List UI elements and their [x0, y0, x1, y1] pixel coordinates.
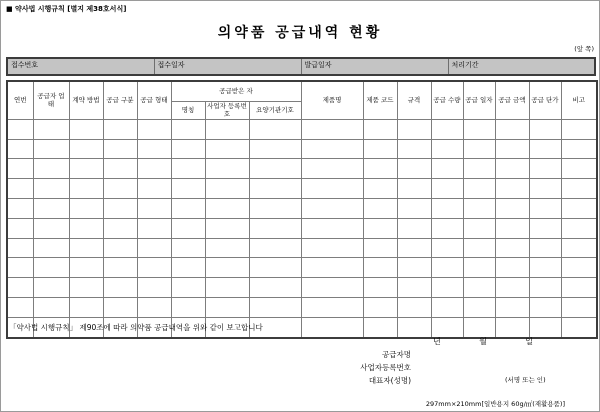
empty-cell	[205, 238, 249, 258]
col-header-product-name: 제품명	[301, 81, 363, 119]
empty-cell	[171, 199, 205, 219]
empty-cell	[301, 298, 363, 318]
empty-cell	[7, 199, 33, 219]
empty-cell	[137, 218, 171, 238]
empty-cell	[561, 298, 597, 318]
empty-cell	[103, 238, 137, 258]
empty-cell	[103, 278, 137, 298]
representative-name-label: 대표자(성명)	[368, 376, 411, 385]
empty-cell	[529, 179, 561, 199]
empty-cell	[397, 238, 431, 258]
empty-row	[7, 258, 597, 278]
empty-cell	[249, 238, 301, 258]
empty-cell	[529, 139, 561, 159]
empty-cell	[463, 159, 495, 179]
empty-cell	[561, 317, 597, 337]
empty-cell	[69, 159, 103, 179]
empty-cell	[205, 218, 249, 238]
page-side-marker: (앞 쪽)	[574, 45, 594, 53]
empty-cell	[363, 317, 397, 337]
empty-cell	[463, 119, 495, 139]
empty-cell	[103, 139, 137, 159]
receipt-info-table	[6, 57, 596, 76]
empty-cell	[561, 218, 597, 238]
empty-cell	[397, 119, 431, 139]
empty-cell	[397, 258, 431, 278]
empty-row	[7, 298, 597, 318]
empty-cell	[171, 218, 205, 238]
empty-cell	[431, 258, 463, 278]
empty-cell	[463, 317, 495, 337]
empty-cell	[495, 159, 529, 179]
empty-cell	[463, 298, 495, 318]
empty-cell	[7, 139, 33, 159]
empty-cell	[397, 159, 431, 179]
empty-cell	[301, 238, 363, 258]
empty-cell	[363, 199, 397, 219]
empty-cell	[431, 317, 463, 337]
empty-cell	[301, 218, 363, 238]
empty-cell	[463, 278, 495, 298]
date-month-label: 월	[479, 337, 487, 346]
empty-cell	[171, 179, 205, 199]
empty-cell	[397, 179, 431, 199]
empty-row	[7, 278, 597, 298]
empty-cell	[137, 238, 171, 258]
empty-cell	[7, 298, 33, 318]
empty-cell	[69, 278, 103, 298]
empty-cell	[7, 218, 33, 238]
empty-cell	[33, 298, 69, 318]
empty-cell	[137, 278, 171, 298]
empty-cell	[137, 139, 171, 159]
empty-cell	[363, 258, 397, 278]
col-header-product-code: 제품 코드	[363, 81, 397, 119]
empty-cell	[69, 199, 103, 219]
empty-cell	[249, 278, 301, 298]
empty-cell	[33, 238, 69, 258]
empty-cell	[363, 238, 397, 258]
empty-cell	[137, 159, 171, 179]
empty-cell	[397, 278, 431, 298]
empty-cell	[397, 218, 431, 238]
empty-cell	[495, 199, 529, 219]
empty-cell	[431, 238, 463, 258]
empty-row	[7, 119, 597, 139]
empty-cell	[495, 278, 529, 298]
empty-cell	[431, 218, 463, 238]
empty-cell	[69, 139, 103, 159]
empty-cell	[249, 119, 301, 139]
empty-cell	[69, 218, 103, 238]
empty-cell	[463, 179, 495, 199]
empty-cell	[33, 258, 69, 278]
empty-cell	[529, 159, 561, 179]
empty-cell	[561, 199, 597, 219]
empty-cell	[249, 258, 301, 278]
empty-cell	[561, 278, 597, 298]
empty-cell	[495, 298, 529, 318]
empty-cell	[249, 218, 301, 238]
empty-cell	[363, 179, 397, 199]
empty-row	[7, 159, 597, 179]
col-header-recipient-name: 명칭	[171, 102, 205, 120]
supply-details-table	[6, 80, 598, 339]
empty-cell	[431, 199, 463, 219]
empty-cell	[397, 199, 431, 219]
empty-cell	[171, 258, 205, 278]
empty-cell	[205, 179, 249, 199]
date-year-label: 년	[433, 337, 441, 346]
empty-cell	[431, 139, 463, 159]
empty-cell	[33, 278, 69, 298]
empty-cell	[137, 258, 171, 278]
empty-cell	[495, 179, 529, 199]
empty-cell	[463, 218, 495, 238]
empty-cell	[205, 199, 249, 219]
empty-cell	[33, 119, 69, 139]
empty-row	[7, 199, 597, 219]
table-body	[7, 119, 597, 337]
empty-cell	[363, 159, 397, 179]
empty-cell	[205, 278, 249, 298]
empty-cell	[363, 119, 397, 139]
empty-row	[7, 218, 597, 238]
empty-cell	[7, 119, 33, 139]
empty-cell	[205, 159, 249, 179]
empty-cell	[171, 119, 205, 139]
empty-cell	[137, 298, 171, 318]
empty-cell	[171, 298, 205, 318]
empty-cell	[171, 159, 205, 179]
empty-cell	[431, 159, 463, 179]
empty-cell	[171, 278, 205, 298]
empty-cell	[249, 159, 301, 179]
empty-cell	[33, 218, 69, 238]
empty-cell	[103, 159, 137, 179]
empty-cell	[463, 139, 495, 159]
empty-cell	[463, 258, 495, 278]
empty-cell	[529, 317, 561, 337]
date-day-label: 일	[525, 337, 533, 346]
empty-cell	[137, 119, 171, 139]
empty-cell	[205, 258, 249, 278]
empty-cell	[561, 159, 597, 179]
empty-cell	[495, 139, 529, 159]
col-header-recipient-institution-code: 요양기관기호	[249, 102, 301, 120]
col-header-recipient-business-no: 사업자 등록번호	[205, 102, 249, 120]
empty-cell	[431, 278, 463, 298]
col-header-serial: 연번	[7, 81, 33, 119]
empty-cell	[249, 139, 301, 159]
empty-cell	[137, 199, 171, 219]
empty-cell	[205, 119, 249, 139]
paper-spec: 297mm×210mm[일반용지 60g/㎡(재활용품)]	[425, 400, 565, 408]
report-statement: 「약사법 시행규칙」 제90조에 따라 의약품 공급내역을 위와 같이 보고합니다	[9, 323, 263, 332]
empty-cell	[363, 298, 397, 318]
empty-cell	[529, 258, 561, 278]
empty-cell	[137, 179, 171, 199]
empty-cell	[301, 317, 363, 337]
empty-cell	[69, 119, 103, 139]
col-header-supplier-type: 공급자 업태	[33, 81, 69, 119]
empty-cell	[301, 179, 363, 199]
empty-cell	[103, 258, 137, 278]
empty-row	[7, 139, 597, 159]
empty-cell	[171, 139, 205, 159]
empty-cell	[495, 238, 529, 258]
empty-cell	[249, 179, 301, 199]
empty-cell	[363, 139, 397, 159]
empty-cell	[7, 278, 33, 298]
empty-cell	[529, 298, 561, 318]
empty-cell	[33, 159, 69, 179]
empty-cell	[561, 139, 597, 159]
col-header-supply-quantity: 공급 수량	[431, 81, 463, 119]
empty-cell	[561, 258, 597, 278]
empty-cell	[495, 317, 529, 337]
empty-cell	[205, 139, 249, 159]
empty-cell	[495, 218, 529, 238]
empty-cell	[7, 179, 33, 199]
signature-or-seal-note: (서명 또는 인)	[505, 376, 546, 384]
empty-cell	[205, 298, 249, 318]
empty-cell	[33, 139, 69, 159]
empty-cell	[69, 238, 103, 258]
empty-cell	[431, 298, 463, 318]
empty-cell	[431, 179, 463, 199]
empty-cell	[69, 179, 103, 199]
empty-cell	[561, 179, 597, 199]
empty-cell	[301, 119, 363, 139]
empty-cell	[7, 258, 33, 278]
empty-cell	[463, 238, 495, 258]
business-registration-number-label: 사업자등록번호	[360, 363, 411, 372]
empty-cell	[301, 139, 363, 159]
empty-cell	[561, 119, 597, 139]
empty-cell	[561, 238, 597, 258]
empty-cell	[69, 258, 103, 278]
empty-cell	[363, 218, 397, 238]
col-header-supply-division: 공급 구분	[103, 81, 137, 119]
col-header-standard: 규격	[397, 81, 431, 119]
empty-cell	[103, 218, 137, 238]
issue-date-cell: 발급일자	[301, 58, 448, 75]
empty-cell	[33, 199, 69, 219]
signature-block	[251, 348, 411, 387]
empty-cell	[301, 199, 363, 219]
empty-cell	[463, 199, 495, 219]
receipt-info-row	[7, 58, 595, 75]
empty-cell	[301, 278, 363, 298]
col-header-recipient-group: 공급받은 자	[171, 81, 301, 102]
empty-cell	[529, 278, 561, 298]
empty-cell	[301, 159, 363, 179]
form-reference: ■ 약사법 시행규칙 [별지 제38호서식]	[6, 5, 127, 13]
col-header-supply-amount: 공급 금액	[495, 81, 529, 119]
empty-cell	[103, 298, 137, 318]
col-header-remarks: 비고	[561, 81, 597, 119]
receipt-number-cell: 접수번호	[7, 58, 154, 75]
empty-cell	[7, 159, 33, 179]
empty-cell	[495, 258, 529, 278]
empty-cell	[431, 119, 463, 139]
processing-period-cell: 처리기간	[448, 58, 595, 75]
empty-cell	[171, 238, 205, 258]
empty-cell	[529, 218, 561, 238]
receipt-date-cell: 접수일자	[154, 58, 301, 75]
empty-cell	[103, 199, 137, 219]
empty-cell	[397, 139, 431, 159]
empty-cell	[103, 179, 137, 199]
empty-cell	[529, 238, 561, 258]
col-header-supply-unit-price: 공급 단가	[529, 81, 561, 119]
date-line	[433, 336, 533, 347]
empty-cell	[301, 258, 363, 278]
empty-cell	[529, 199, 561, 219]
empty-cell	[495, 119, 529, 139]
empty-cell	[103, 119, 137, 139]
empty-cell	[249, 199, 301, 219]
empty-cell	[33, 179, 69, 199]
empty-cell	[249, 298, 301, 318]
header-row-1	[7, 81, 597, 102]
empty-cell	[529, 119, 561, 139]
supplier-name-label: 공급자명	[382, 350, 411, 359]
empty-row	[7, 179, 597, 199]
empty-cell	[397, 298, 431, 318]
col-header-supply-form: 공급 형태	[137, 81, 171, 119]
empty-cell	[69, 298, 103, 318]
empty-cell	[363, 278, 397, 298]
empty-cell	[7, 238, 33, 258]
col-header-contract-method: 계약 방법	[69, 81, 103, 119]
empty-cell	[397, 317, 431, 337]
page-title: 의약품 공급내역 현황	[217, 25, 383, 41]
col-header-supply-date: 공급 일자	[463, 81, 495, 119]
empty-row	[7, 238, 597, 258]
